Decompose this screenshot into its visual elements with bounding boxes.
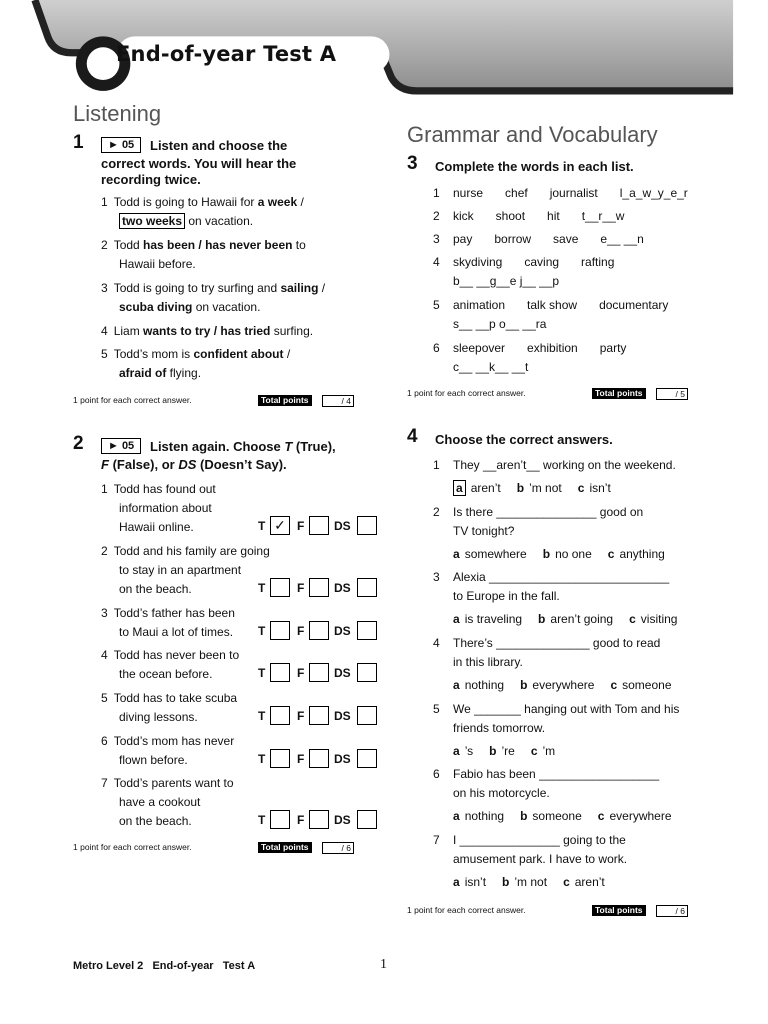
item-text xyxy=(101,561,281,580)
option-key: c xyxy=(530,744,538,758)
word: nurse xyxy=(453,186,484,200)
list-item xyxy=(101,542,281,599)
item-number: 1 xyxy=(101,482,108,496)
item-line: information about xyxy=(119,501,212,515)
option-key: a xyxy=(453,612,460,626)
option-key: c xyxy=(607,547,615,561)
option-label-ds: DS xyxy=(334,519,351,533)
option-label-t: T xyxy=(258,666,266,680)
word-list xyxy=(453,339,626,358)
answer-option-b[interactable] xyxy=(538,610,613,629)
option-text: anything xyxy=(619,547,665,561)
list-item: 3 Todd is going to try surfing and sailing / scuba diving on vacation. xyxy=(101,281,326,314)
word: caving xyxy=(524,255,560,269)
circled-answer: two weeks xyxy=(119,213,185,229)
doesnt-say-checkbox[interactable] xyxy=(357,706,377,725)
instruction: Listen and choose the xyxy=(150,138,288,153)
item-text xyxy=(101,499,281,518)
option-label-f: F xyxy=(297,624,305,638)
word: pay xyxy=(453,232,473,246)
word-list xyxy=(453,253,614,272)
question-text: on his motorcycle. xyxy=(453,786,550,800)
answer-option-c[interactable] xyxy=(629,610,677,629)
item-number: 6 xyxy=(433,767,440,781)
total-points-label: Total points xyxy=(258,842,312,853)
option-key: a xyxy=(453,744,460,758)
word-blank[interactable]: b__ __g__e j__ __p xyxy=(453,274,560,288)
page-number: 1 xyxy=(380,957,387,972)
answer-option-b[interactable] xyxy=(520,676,594,695)
option-key: b xyxy=(520,678,528,692)
item-line: Todd and his family are going xyxy=(113,544,270,558)
audio-track-label: ► 05 xyxy=(101,438,141,454)
option-key: c xyxy=(629,612,636,626)
item-number: 6 xyxy=(101,734,108,748)
item-number: 5 xyxy=(433,298,440,312)
instruction: Choose the correct answers. xyxy=(435,432,613,447)
item-text xyxy=(101,774,281,793)
word-blank[interactable]: c__ __k__ __t xyxy=(453,360,529,374)
option-key: c xyxy=(597,809,605,823)
option-key: a xyxy=(453,678,460,692)
item-number: 2 xyxy=(433,209,440,223)
question-text: to Europe in the fall. xyxy=(453,589,560,603)
answer-option-c[interactable] xyxy=(563,873,605,892)
word: kick xyxy=(453,209,474,223)
list-item: 1 Todd is going to Hawaii for a week / two weeks on vacation. xyxy=(101,195,304,228)
audio-track-label: ► 05 xyxy=(101,137,141,153)
item-text xyxy=(101,480,281,499)
answer-option-a[interactable] xyxy=(453,742,473,761)
option-label-f: F xyxy=(297,666,305,680)
question-text: amusement park. I have to work. xyxy=(453,852,628,866)
option-text: everywhere xyxy=(532,678,595,692)
answer-option-b[interactable] xyxy=(520,807,582,826)
item-line: Hawaii online. xyxy=(119,520,194,534)
question-text: Alexia ___________________________ xyxy=(453,570,670,584)
item-number: 4 xyxy=(433,255,440,269)
option-key: b xyxy=(542,547,551,561)
item-text xyxy=(101,623,281,642)
item-line: have a cookout xyxy=(119,795,201,809)
item-line: Todd has never been to xyxy=(113,648,240,662)
option-label-f: F xyxy=(297,581,305,595)
word-list xyxy=(453,207,624,226)
answer-option-b[interactable] xyxy=(489,742,515,761)
item-number: 2 xyxy=(101,544,108,558)
word: talk show xyxy=(527,298,578,312)
option-key: b xyxy=(520,809,528,823)
false-checkbox[interactable] xyxy=(309,749,329,768)
answer-options xyxy=(453,676,672,695)
question-text: They __aren’t__ working on the weekend. xyxy=(453,458,676,472)
option-text: isn’t xyxy=(589,481,611,495)
item-number: 3 xyxy=(101,606,108,620)
question-number: 2 xyxy=(73,433,84,454)
total-points-box[interactable]: / 6 xyxy=(322,842,354,854)
item-line: diving lessons. xyxy=(119,710,198,724)
word: documentary xyxy=(599,298,669,312)
word: exhibition xyxy=(527,341,578,355)
list-item xyxy=(101,646,281,684)
option-text: isn’t xyxy=(464,875,487,889)
option-label-t: T xyxy=(258,581,266,595)
question-text: friends tomorrow. xyxy=(453,721,546,735)
total-points-label: Total points xyxy=(592,905,646,916)
doesnt-say-checkbox[interactable] xyxy=(357,749,377,768)
option-key: b xyxy=(502,875,510,889)
item-line: Todd has to take scuba xyxy=(113,691,238,705)
option-key: a xyxy=(453,875,460,889)
answer-option-a[interactable] xyxy=(453,479,501,498)
total-points-label: Total points xyxy=(592,388,646,399)
word: sleepover xyxy=(453,341,506,355)
word: journalist xyxy=(549,186,598,200)
option-label-ds: DS xyxy=(334,752,351,766)
list-item xyxy=(101,604,281,642)
answer-option-a[interactable] xyxy=(453,676,504,695)
item-line: on the beach. xyxy=(119,582,192,596)
option-key: b xyxy=(538,612,546,626)
total-points-label: Total points xyxy=(258,395,312,406)
option-key: a xyxy=(453,547,460,561)
answer-option-a[interactable] xyxy=(453,545,527,564)
answer-option-c[interactable] xyxy=(578,479,611,498)
option-label-t: T xyxy=(258,752,266,766)
instruction: Listen again. Choose T (True), xyxy=(150,439,336,454)
total-points-box[interactable]: / 4 xyxy=(322,395,354,407)
option-text: visiting xyxy=(640,612,678,626)
answer-option-a[interactable] xyxy=(453,873,486,892)
question-text: We _______ hanging out with Tom and his xyxy=(453,702,680,716)
question-text: I _______________ going to the xyxy=(453,833,626,847)
true-checkbox[interactable] xyxy=(270,663,290,682)
false-checkbox[interactable] xyxy=(309,706,329,725)
item-line: Todd has found out xyxy=(113,482,216,496)
doesnt-say-checkbox[interactable] xyxy=(357,621,377,640)
true-checkbox[interactable] xyxy=(270,749,290,768)
answer-option-c[interactable] xyxy=(608,545,665,564)
option-label-f: F xyxy=(297,813,305,827)
list-item xyxy=(101,689,281,727)
true-checkbox[interactable] xyxy=(270,810,290,829)
list-item: 2 Todd has been / has never been to Hawaii before. xyxy=(101,238,306,271)
answer-option-c[interactable] xyxy=(610,676,671,695)
word-blank[interactable]: t__r__w xyxy=(581,209,625,223)
option-label-t: T xyxy=(258,813,266,827)
item-text xyxy=(101,793,281,812)
word-blank[interactable]: e__ __n xyxy=(600,232,644,246)
option-text: aren’t xyxy=(470,481,501,495)
option-text: nothing xyxy=(464,809,505,823)
question-text: in this library. xyxy=(453,655,523,669)
true-checkbox[interactable] xyxy=(270,706,290,725)
answer-options xyxy=(453,742,555,761)
instruction: recording twice. xyxy=(101,172,201,187)
option-text: everywhere xyxy=(609,809,672,823)
item-text xyxy=(101,708,281,727)
true-checkbox[interactable]: ✓ xyxy=(270,516,290,535)
option-label-t: T xyxy=(258,624,266,638)
option-label-f: F xyxy=(297,519,305,533)
option-text: aren’t xyxy=(574,875,605,889)
false-checkbox[interactable] xyxy=(309,663,329,682)
answer-option-b[interactable] xyxy=(502,873,547,892)
total-points-box[interactable]: / 6 xyxy=(656,905,688,917)
word: rafting xyxy=(581,255,615,269)
answer-options xyxy=(453,545,665,564)
doesnt-say-checkbox[interactable] xyxy=(357,810,377,829)
instruction: F (False), or DS (Doesn’t Say). xyxy=(101,457,287,472)
item-line: on the beach. xyxy=(119,814,192,828)
question-text: Fabio has been __________________ xyxy=(453,767,660,781)
false-checkbox[interactable] xyxy=(309,516,329,535)
word: hit xyxy=(547,209,560,223)
scoring-note: 1 point for each correct answer. xyxy=(407,388,526,398)
question-number: 1 xyxy=(73,132,84,153)
item-number: 4 xyxy=(101,648,108,662)
item-number: 3 xyxy=(433,232,440,246)
word-blank[interactable]: l_a_w_y_e_r xyxy=(619,186,688,200)
instruction: correct words. You will hear the xyxy=(101,156,297,171)
option-label-f: F xyxy=(297,752,305,766)
section-title-listening: Listening xyxy=(73,101,162,126)
instruction: Complete the words in each list. xyxy=(435,159,634,174)
item-line: Todd’s mom has never xyxy=(113,734,235,748)
item-number: 5 xyxy=(433,702,440,716)
option-text: someone xyxy=(532,809,582,823)
option-label-ds: DS xyxy=(334,709,351,723)
item-text xyxy=(101,604,281,623)
word: skydiving xyxy=(453,255,503,269)
word: party xyxy=(599,341,627,355)
option-label-ds: DS xyxy=(334,813,351,827)
answer-option-c[interactable] xyxy=(531,742,555,761)
item-text xyxy=(101,646,281,665)
item-number: 6 xyxy=(433,341,440,355)
item-number: 7 xyxy=(433,833,440,847)
option-text: nothing xyxy=(464,678,505,692)
item-text xyxy=(101,665,281,684)
question-number: 3 xyxy=(407,153,418,174)
item-text xyxy=(101,732,281,751)
option-label-ds: DS xyxy=(334,581,351,595)
scoring-note: 1 point for each correct answer. xyxy=(73,842,192,852)
answer-option-b[interactable] xyxy=(543,545,592,564)
option-key: c xyxy=(610,678,618,692)
word: borrow xyxy=(494,232,532,246)
question-text: TV tonight? xyxy=(453,524,515,538)
list-item: 4 Liam wants to try / has tried surfing. xyxy=(101,324,314,338)
item-text xyxy=(101,518,281,537)
true-checkbox[interactable] xyxy=(270,621,290,640)
doesnt-say-checkbox[interactable] xyxy=(357,578,377,597)
item-text xyxy=(101,812,281,831)
scoring-note: 1 point for each correct answer. xyxy=(407,905,526,915)
option-key: a xyxy=(453,809,460,823)
option-label-t: T xyxy=(258,709,266,723)
section-title-grammar: Grammar and Vocabulary xyxy=(407,122,658,147)
item-number: 3 xyxy=(433,570,440,584)
option-text: somewhere xyxy=(464,547,527,561)
item-number: 1 xyxy=(433,186,440,200)
word: chef xyxy=(505,186,528,200)
item-number: 2 xyxy=(433,505,440,519)
option-text: ’s xyxy=(464,744,474,758)
word-list xyxy=(453,296,668,315)
question-number: 4 xyxy=(407,426,418,447)
option-key: b xyxy=(489,744,497,758)
option-key: c xyxy=(577,481,585,495)
scoring-note: 1 point for each correct answer. xyxy=(73,395,192,405)
item-line: flown before. xyxy=(119,753,188,767)
true-checkbox[interactable] xyxy=(270,578,290,597)
answer-options xyxy=(453,873,605,892)
option-key: c xyxy=(563,875,570,889)
item-text xyxy=(101,542,281,561)
item-number: 5 xyxy=(101,691,108,705)
option-label-f: F xyxy=(297,709,305,723)
list-item: 5 Todd’s mom is confident about / afraid of flying. xyxy=(101,347,291,380)
item-text xyxy=(101,689,281,708)
word-list xyxy=(453,184,688,203)
option-text: is traveling xyxy=(464,612,523,626)
word: save xyxy=(553,232,579,246)
option-text: aren’t going xyxy=(550,612,614,626)
option-text: ’m not xyxy=(529,481,562,495)
item-text xyxy=(101,580,281,599)
answer-options xyxy=(453,479,611,498)
option-text: no one xyxy=(555,547,592,561)
option-text: ’m not xyxy=(514,875,548,889)
word-list xyxy=(453,230,644,249)
item-line: the ocean before. xyxy=(119,667,213,681)
list-item xyxy=(101,774,281,831)
word-blank[interactable]: s__ __p o__ __ra xyxy=(453,317,547,331)
option-label-ds: DS xyxy=(334,666,351,680)
question-text: Is there _______________ good on xyxy=(453,505,644,519)
item-line: Todd’s father has been xyxy=(113,606,235,620)
answer-option-b[interactable] xyxy=(517,479,562,498)
answer-options xyxy=(453,610,677,629)
doesnt-say-checkbox[interactable] xyxy=(357,663,377,682)
item-number: 4 xyxy=(433,636,440,650)
word: animation xyxy=(453,298,506,312)
item-line: to stay in an apartment xyxy=(119,563,242,577)
answer-option-a[interactable] xyxy=(453,807,504,826)
page-title: End-of-year Test A xyxy=(116,42,337,66)
option-text: ’re xyxy=(501,744,515,758)
item-line: Todd’s parents want to xyxy=(113,776,234,790)
question-text: There’s ______________ good to read xyxy=(453,636,661,650)
footer-label: Metro Level 2 End-of-year Test A xyxy=(73,960,256,972)
list-item xyxy=(101,732,281,770)
answer-option-c[interactable] xyxy=(598,807,672,826)
option-label-ds: DS xyxy=(334,624,351,638)
total-points-box[interactable]: / 5 xyxy=(656,388,688,400)
word: shoot xyxy=(495,209,526,223)
item-number: 1 xyxy=(433,458,440,472)
option-text: ’m xyxy=(542,744,556,758)
option-label-t: T xyxy=(258,519,266,533)
item-number: 7 xyxy=(101,776,108,790)
option-text: someone xyxy=(622,678,672,692)
answer-options xyxy=(453,807,672,826)
option-key: b xyxy=(516,481,525,495)
list-item xyxy=(101,480,281,537)
false-checkbox[interactable] xyxy=(309,621,329,640)
item-line: to Maui a lot of times. xyxy=(119,625,234,639)
answer-option-a[interactable] xyxy=(453,610,522,629)
false-checkbox[interactable] xyxy=(309,578,329,597)
false-checkbox[interactable] xyxy=(309,810,329,829)
item-text xyxy=(101,751,281,770)
doesnt-say-checkbox[interactable] xyxy=(357,516,377,535)
option-key: a xyxy=(453,480,466,496)
